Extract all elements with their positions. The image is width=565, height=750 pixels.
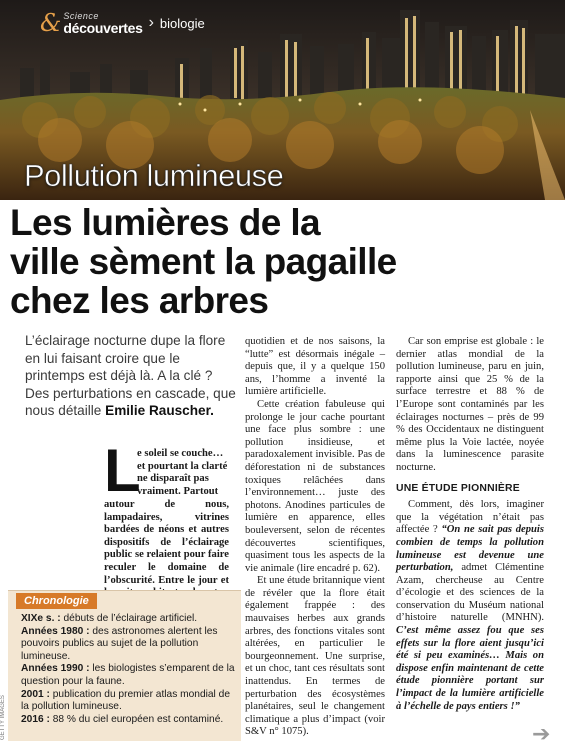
chronology-year: 2016 :	[21, 713, 50, 725]
chronology-text: les biologistes s’emparent de la question pour la faune.	[21, 663, 235, 687]
chronology-title: Chronologie	[16, 593, 97, 609]
intro-line: et pourtant la clarté	[137, 460, 228, 472]
chronology-text: des astronomes alertent les pouvoirs publics au sujet de la pollution lumineuse.	[21, 625, 218, 662]
chronology-year: Années 1990 :	[21, 663, 90, 675]
chronology-entry	[21, 714, 235, 727]
paragraph-text: Comment, dès lors, imaginer que la végétation n’était pas affectée ?	[396, 499, 544, 536]
chronology-entry	[21, 626, 235, 664]
chronology-year: Années 1980 :	[21, 625, 90, 637]
paragraph: Cette création fabuleuse qui prolonge le jour cache pourtant une face plus sombre : une pollution insidieuse, et paradoxalement invisible. Pas de déforestation ni de substances toxiques relâchées dans l’environnement… juste des photons. Anodines particules de lumière en apparence, elles bouleversent, selon de récentes découvertes scientifiques, quasiment tous les aspects de la vie animale (lire encadré p. 62).	[245, 398, 385, 574]
quote-text: “On ne sait pas depuis combien de temps la pollution lumineuse est devenue une perturbation,	[396, 524, 544, 574]
chronology-entries	[21, 613, 235, 726]
rubric-ampersand-logo: &	[40, 9, 62, 37]
paragraph: Et une étude britannique vient de révéler que la flore était également frappée : des mauvaises herbes aux grands arbres, des fonctions vitales sont altérées, en particulier le bourgeonnement. Une surprise, et un choc, tant ces résultats sont inattendus. En termes de perturbation des écosystèmes planétaires, seul le changement climatique a plus d’impact (voir S&V n° 1075).	[245, 575, 385, 738]
next-page-arrow-icon[interactable]: ➔	[532, 722, 551, 747]
column-2	[245, 336, 385, 739]
chronology-entry	[21, 613, 235, 626]
paragraph	[396, 499, 544, 713]
hero-photo	[0, 0, 565, 200]
brand-main: découvertes	[63, 19, 143, 36]
paragraph: Car son emprise est globale : le dernier atlas mondial de la pollution lumineuse, paru en juin, rapporte ainsi que 25 % de la surface terrestre et 88 % de l’Europe sont contaminés par les éclairages nocturnes – près de 99 % des Occidentaux ne distinguent même plus la Voie lactée, noyée dans la luminescence parasite nocturne.	[396, 336, 544, 473]
headline-line: chez les arbres	[10, 280, 269, 321]
chronology-entry	[21, 663, 235, 688]
headline-line: Les lumières de la	[10, 202, 321, 243]
intro-line: vraiment. Partout	[137, 485, 219, 497]
chronology-year: XIXe s. :	[21, 613, 61, 624]
photo-credit: GETTY IMAGES	[0, 695, 6, 740]
subheading: UNE ÉTUDE PIONNIÈRE	[396, 482, 520, 494]
rubric-bar	[40, 10, 205, 36]
paragraph-text: admet Clémentine Azam, chercheuse au Centre d’écologie et des sciences de la conservation du Muséum national d’histoire naturelle (MNHN).	[396, 562, 544, 624]
column-1-intro	[137, 448, 229, 498]
headline-line: ville sèment la pagaille	[10, 241, 397, 282]
chronology-text: 88 % du ciel européen est contaminé.	[52, 713, 224, 725]
column-3	[396, 336, 544, 713]
quote-text: C’est même assez fou que ses effets sur la flore aient jusqu’ici été si peu examinés… Mais on dispose enfin maintenant de cette étude pionnière portant sur l’impact de la lumière artificielle à l’échelle de pays entiers !”	[396, 625, 544, 712]
drop-cap: L	[104, 437, 141, 504]
brand-small: Science	[63, 10, 99, 21]
article-headline	[10, 203, 560, 320]
column-1-body: autour de nous, lampadaires, vitrines bardées de néons et autres dispositifs de l’éclairage public se relaient pour faire reculer le domaine de l’obscurité. Entre le jour et	[104, 499, 229, 586]
article-kicker: Pollution lumineuse	[24, 158, 284, 193]
standfirst-text: L’éclairage nocturne dupe la flore en lui faisant croire que le printemps est déjà là. A la clé ? Des perturbations en cascade, que nous détaille	[25, 333, 236, 419]
author-name: Emilie Rauscher.	[105, 403, 214, 419]
chronology-text: débuts de l’éclairage artificiel.	[63, 613, 198, 624]
article-standfirst	[25, 332, 240, 420]
intro-line: ne disparaît pas	[137, 473, 209, 485]
paragraph: quotidien et de nos saisons, la “lutte” est désormais inégale – depuis que, il y a quelque 150 ans, l’homme a inventé la lumière artificielle.	[245, 336, 385, 398]
brand-logo	[63, 12, 142, 35]
chronology-box	[8, 590, 241, 741]
section-label: biologie	[159, 15, 205, 31]
rubric-separator: ›	[148, 14, 154, 31]
chronology-entry	[21, 689, 235, 714]
intro-line: e soleil se couche…	[137, 448, 224, 459]
chronology-year: 2001 :	[21, 688, 50, 700]
chronology-text: publication du premier atlas mondial de la pollution lumineuse.	[21, 688, 230, 713]
